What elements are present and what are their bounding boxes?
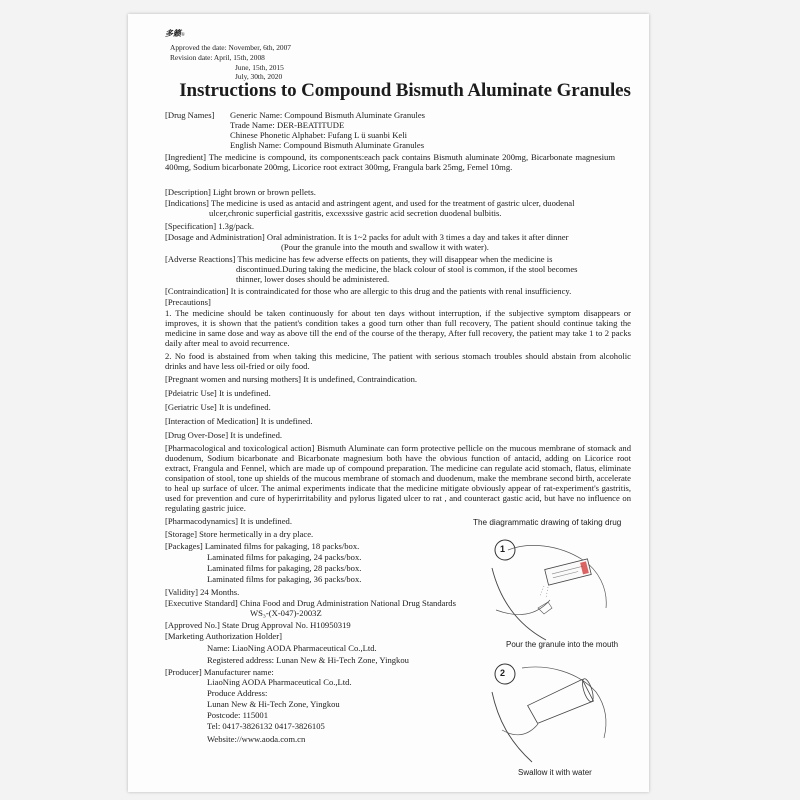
pediatric-text: It is undefined. (218, 388, 271, 398)
indications-text-2: ulcer,chronic superficial gastritis, excexssive gastric acid secretion duodenal bulbitis. (209, 208, 502, 218)
validity-line (165, 587, 239, 597)
page-title: Instructions to Compound Bismuth Aluminate Granules (179, 80, 631, 101)
description-label: [Description] (165, 187, 211, 197)
geriatric-text: It is undefined. (218, 402, 271, 412)
producer-label: [Producer] (165, 667, 202, 677)
dosage-text-2: (Pour the granule into the mouth and swallow it with water). (281, 242, 489, 252)
drug-names-label: [Drug Names] (165, 110, 215, 120)
package-item: Laminated films for pakaging, 18 packs/box. (204, 541, 360, 551)
approved-no-label: [Approved No.] (165, 620, 220, 630)
revision-date: Revision date: April, 15th, 2008 (170, 53, 265, 62)
ingredient-text: The medicine is compound, its components:each pack contains Bismuth aluminate 200mg, Bicarbonate magnesium 400mg, Sodium bicarbonate 200mg, Licorice root extract 300mg, Frangula bark 25mg, Femel 10mg. (165, 152, 615, 172)
step1-caption: Pour the granule into the mouth (506, 640, 619, 649)
marketing-address: Registered address: Lunan New & Hi-Tech Zone, Yingkou (207, 655, 409, 665)
step1-illustration (488, 530, 648, 640)
geriatric-line (165, 402, 271, 412)
brand-logo: 多籁® (165, 29, 185, 38)
step2-caption: Swallow it with water (518, 768, 592, 777)
indications-text: The medicine is used as antacid and astringent agent, and used for the treatment of gastric ulcer, duodenal (210, 198, 575, 208)
pharmacology-paragraph (165, 443, 631, 513)
pregnant-line (165, 374, 417, 384)
step2-number: 2 (500, 668, 506, 678)
english-name: English Name: Compound Bismuth Aluminate Granules (230, 140, 425, 150)
specification-label: [Specification] (165, 221, 217, 231)
adverse-text: This medicine has few adverse effects on patients, they will disappear when the medicine is (237, 254, 553, 264)
revision-date-2: June, 15th, 2015 (235, 63, 284, 72)
package-item: Laminated films for pakaging, 36 packs/box. (207, 574, 362, 584)
ingredient-label: [Ingredient] (165, 152, 207, 162)
producer-line (165, 667, 274, 677)
interaction-line (165, 416, 313, 426)
precautions-item-1: 1. The medicine should be taken continuously for about ten days without interruption, if the subjective symptom disappears or improves, it is shown that the patient's condition takes a good turn other than full recovery, The patient should continue taking the medicine in same dose and way as above till the end of the course of the therapy, After full recovery, the patient may take 1 to 2 packs daily after meal to avoid recurrence. (165, 308, 631, 348)
storage-text: Store hermetically in a dry place. (199, 529, 314, 539)
dosage-text: Oral administration. It is 1~2 packs for adult with 3 times a day and takes it after dinner (266, 232, 569, 242)
adverse-text-2: discontinued.During taking the medicine, the black colour of stool is common, if the stool becomes (236, 264, 578, 274)
marketing-name: Name: LiaoNing AODA Pharmaceutical Co.,Ltd. (207, 643, 377, 653)
storage-label: [Storage] (165, 529, 197, 539)
adverse-text-3: thinner, lower doses should be administered. (236, 274, 390, 284)
validity-label: [Validity] (165, 587, 198, 597)
contraindication-label: [Contraindication] (165, 286, 229, 296)
standard-label: [Executive Standard] (165, 598, 238, 608)
interaction-text: It is undefined. (260, 416, 313, 426)
approved-no-line (165, 620, 351, 630)
pregnant-text: It is undefined, Contraindication. (303, 374, 418, 384)
marketing-label: [Marketing Authorization Holder] (165, 631, 282, 641)
producer-website: Website://www.aoda.com.cn (207, 734, 306, 744)
specification-text: 1.3g/pack. (218, 221, 255, 231)
pharmacology-label: [Pharmacological and toxicological action] (165, 443, 315, 453)
precautions-label: [Precautions] (165, 297, 211, 307)
pharmacodynamics-label: [Pharmacodynamics] (165, 516, 239, 526)
pediatric-label: [Pdeiatric Use] (165, 388, 217, 398)
precautions-item-2: 2. No food is abstained from when taking this medicine, The patient with serious stomach troubles should abstain from alcoholic drinks and have less oil-fried or oily food. (165, 351, 631, 371)
revision-date-3: July, 30th, 2020 (235, 72, 283, 81)
dosage-line (165, 232, 568, 242)
standard-text: China Food and Drug Administration National Drug Standards (239, 598, 456, 608)
producer-postcode: Postcode: 115001 (207, 710, 269, 720)
pediatric-line (165, 388, 271, 398)
contraindication-text: It is contraindicated for those who are allergic to this drug and the patients with renal insufficiency. (230, 286, 572, 296)
phonetic-name: Chinese Phonetic Alphabet: Fufang L ü suanbi Keli (230, 130, 408, 140)
diagram-title: The diagrammatic drawing of taking drug (473, 518, 622, 527)
package-item: Laminated films for pakaging, 28 packs/box. (207, 563, 362, 573)
producer-address-heading: Produce Address: (207, 688, 268, 698)
standard-code: WS₃-(X-047)-2003Z (250, 608, 322, 618)
step2-illustration (488, 658, 648, 768)
packages-line (165, 541, 359, 551)
contraindication-line (165, 286, 571, 296)
geriatric-label: [Geriatric Use] (165, 402, 217, 412)
description-text: Light brown or brown pellets. (212, 187, 316, 197)
indications-label: [Indications] (165, 198, 209, 208)
packages-label: [Packages] (165, 541, 203, 551)
approved-date: Approved the date: November, 6th, 2007 (170, 43, 292, 52)
ingredient-paragraph (165, 152, 615, 172)
specification-line (165, 221, 254, 231)
overdose-label: [Drug Over-Dose] (165, 430, 229, 440)
package-item: Laminated films for pakaging, 24 packs/box. (207, 552, 362, 562)
interaction-label: [Interaction of Medication] (165, 416, 259, 426)
pharmacodynamics-text: It is undefined. (240, 516, 292, 526)
pharmacodynamics-line (165, 516, 292, 526)
step1-number: 1 (500, 544, 506, 554)
adverse-label: [Adverse Reactions] (165, 254, 236, 264)
overdose-line (165, 430, 282, 440)
producer-tel: Tel: 0417-3826132 0417-3826105 (207, 721, 325, 731)
validity-text: 24 Months. (200, 587, 240, 597)
producer-manufacturer-heading: Manufacturer name: (203, 667, 274, 677)
indications-line (165, 198, 575, 208)
instruction-leaflet (128, 14, 649, 792)
dosage-label: [Dosage and Administration] (165, 232, 265, 242)
storage-line (165, 529, 313, 539)
description-line (165, 187, 316, 197)
pregnant-label: [Pregnant women and nursing mothers] (165, 374, 302, 384)
generic-name: Generic Name: Compound Bismuth Aluminate Granules (230, 110, 425, 120)
adverse-line (165, 254, 553, 264)
pharmacology-text: Bismuth Aluminate can form protective pellicle on the mucous membrane of stomack and duodenum, Sodium bicarbonate and Bicarbonate magnesium both have the obvious function of antacid, adding on Licorice root extract, Frangula and Fennel, which are made up of compound preparation. The medicine can regulate acid stomach, flatus, eliminate consipation of stool, tone up shields of the mucous membrane of stomach and duodenum, make the membrane second birth, accelerate to heal up surface of ulcer. The animal experiments indicate that the medicine mitigate obviously appear of rat-experiment's gastritis, used for prevention and cure of hyperirritability and pylorus ligated ulcer to rat , and counteract gastic acid, but have no influence on regulating gastric juice. (165, 443, 631, 513)
producer-address: Lunan New & Hi-Tech Zone, Yingkou (207, 699, 340, 709)
overdose-text: It is undefined. (230, 430, 283, 440)
trade-name: Trade Name: DER-BEATITUDE (230, 120, 345, 130)
producer-company: LiaoNing AODA Pharmaceutical Co.,Ltd. (207, 677, 352, 687)
approved-no-text: State Drug Approval No. H10950319 (222, 620, 351, 630)
standard-line (165, 598, 456, 608)
